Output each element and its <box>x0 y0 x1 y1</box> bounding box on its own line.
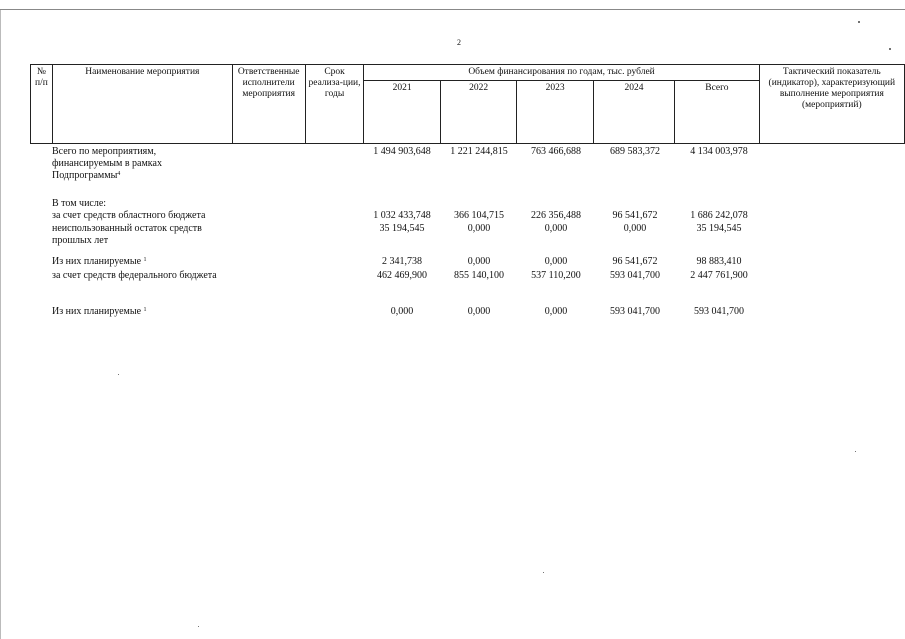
value-2022: 0,000 <box>467 256 491 267</box>
header-num: № п/п <box>31 65 53 144</box>
value-2024: 96 541,672 <box>612 256 658 267</box>
value-2021: 1 494 903,648 <box>373 146 431 157</box>
page-number: 2 <box>457 38 461 47</box>
value-2023: 0,000 <box>544 256 568 267</box>
scan-border-left <box>0 10 1 639</box>
value-total: 1 686 242,078 <box>690 210 748 221</box>
header-year-2023: 2023 <box>517 81 593 144</box>
row-label: Из них планируемые $^1$ <box>52 256 147 267</box>
header-responsible: Ответственные исполнители мероприятия <box>232 65 305 144</box>
value-2023: 0,000 <box>544 223 568 234</box>
scan-speck <box>118 374 119 375</box>
scan-speck <box>858 21 860 23</box>
value-2022: 855 140,100 <box>454 270 504 281</box>
value-2021: 2 341,738 <box>382 256 422 267</box>
value-2024: 689 583,372 <box>610 146 660 157</box>
scan-speck <box>543 572 544 573</box>
footnote-mark: 4 <box>117 171 121 177</box>
table-row <box>0 223 905 246</box>
footnote-mark: 1 <box>143 307 147 313</box>
value-2023: 226 356,488 <box>531 210 581 221</box>
value-2024: 593 041,700 <box>610 270 660 281</box>
value-total: 4 134 003,978 <box>690 146 748 157</box>
scan-speck <box>198 626 199 627</box>
row-label: Из них планируемые $^1$ <box>52 306 147 317</box>
table-row <box>0 256 905 270</box>
value-2022: 366 104,715 <box>454 210 504 221</box>
header-year-2021: 2021 <box>364 81 440 144</box>
row-label: за счет средств федерального бюджета <box>52 270 217 281</box>
value-2021: 462 469,900 <box>377 270 427 281</box>
value-2023: 0,000 <box>544 306 568 317</box>
value-2022: 0,000 <box>467 306 491 317</box>
scan-border-top <box>0 9 905 10</box>
value-2022: 0,000 <box>467 223 491 234</box>
header-year-2024: 2024 <box>593 81 674 144</box>
value-2024: 0,000 <box>623 223 647 234</box>
table-row <box>0 146 905 181</box>
table-row <box>0 270 905 284</box>
funding-table <box>30 64 905 144</box>
row-label: В том числе: <box>52 198 107 209</box>
header-term: Срок реализа-ции, годы <box>305 65 364 144</box>
value-2021: 35 194,545 <box>379 223 425 234</box>
value-2022: 1 221 244,815 <box>450 146 508 157</box>
scan-speck <box>889 48 891 50</box>
header-indicator: Тактический показатель (индикатор), характеризующий выполнение мероприятия (мероприятий) <box>759 65 904 144</box>
header-total: Всего <box>675 81 759 144</box>
row-label: Всего по мероприятиям, финансируемым в рамках Подпрограммы$^4$ <box>52 146 162 181</box>
scan-speck <box>855 451 856 452</box>
value-2021: 1 032 433,748 <box>373 210 431 221</box>
header-name: Наименование мероприятия <box>52 65 232 144</box>
value-total: 2 447 761,900 <box>690 270 748 281</box>
footnote-mark: 1 <box>143 257 147 263</box>
value-2024: 593 041,700 <box>610 306 660 317</box>
row-label: за счет средств областного бюджета <box>52 210 206 221</box>
value-2023: 763 466,688 <box>531 146 581 157</box>
value-total: 593 041,700 <box>694 306 744 317</box>
table-row <box>0 210 905 224</box>
header-funding: Объем финансирования по годам, тыс. рублей <box>364 65 759 81</box>
value-total: 35 194,545 <box>696 223 742 234</box>
value-2024: 96 541,672 <box>612 210 658 221</box>
value-2023: 537 110,200 <box>531 270 581 281</box>
value-2021: 0,000 <box>390 306 414 317</box>
header-year-2022: 2022 <box>440 81 516 144</box>
row-label: неиспользованный остаток средств прошлых лет <box>52 223 202 246</box>
table-row <box>0 306 905 320</box>
value-total: 98 883,410 <box>696 256 742 267</box>
